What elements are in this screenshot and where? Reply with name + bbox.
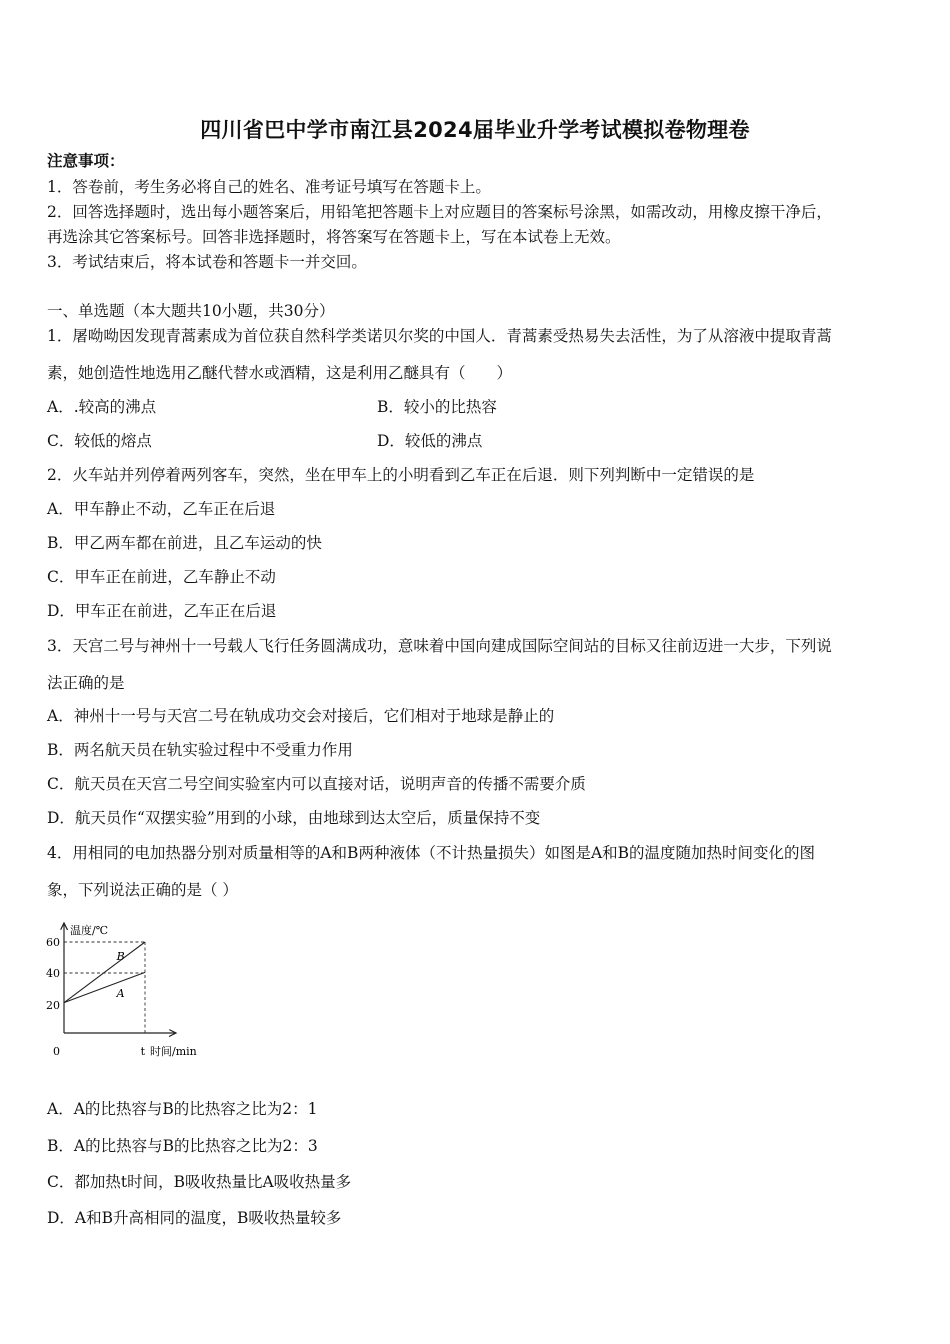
question-stem: 法正确的是: [47, 674, 125, 692]
option-d: D．航天员作“双摆实验”用到的小球，由地球到达太空后，质量保持不变: [47, 809, 541, 827]
series-label-b: B: [116, 950, 125, 964]
question-stem: 素，她创造性地选用乙醚代替水或酒精，这是利用乙醚具有（ ）: [47, 364, 513, 382]
question-stem: 4．用相同的电加热器分别对质量相等的A和B两种液体（不计热量损失）如图是A和B的温度随加热时间变化的图: [47, 844, 816, 862]
page-title: 四川省巴中学市南江县2024届毕业升学考试模拟卷物理卷: [200, 118, 750, 142]
option-b: B．A的比热容与B的比热容之比为2：3: [47, 1137, 318, 1155]
question-stem: 2．火车站并列停着两列客车，突然，坐在甲车上的小明看到乙车正在后退．则下列判断中一定错误的是: [47, 466, 755, 484]
option-a: A．甲车静止不动，乙车正在后退: [47, 500, 276, 518]
note-item: 3．考试结束后，将本试卷和答题卡一并交回。: [47, 253, 367, 271]
option-b: B．甲乙两车都在前进，且乙车运动的快: [47, 534, 322, 552]
y-axis-label: 温度/℃: [70, 924, 109, 937]
notes-heading: 注意事项：: [47, 151, 125, 170]
series-label-a: A: [116, 986, 125, 1000]
series-line-b: [64, 942, 145, 1003]
origin-label: 0: [53, 1045, 60, 1058]
option-c: C．较低的熔点: [47, 432, 152, 450]
y-tick-40: 40: [46, 967, 60, 980]
option-a: A．.较高的沸点: [47, 398, 157, 416]
option-d: D．A和B升高相同的温度，B吸收热量较多: [47, 1209, 342, 1227]
note-item: 1．答卷前，考生务必将自己的姓名、准考证号填写在答题卡上。: [47, 178, 491, 196]
temperature-time-graph: [40, 915, 230, 1065]
question-stem: 象，下列说法正确的是（ ）: [47, 881, 238, 899]
question-stem: 1．屠呦呦因发现青蒿素成为首位获自然科学类诺贝尔奖的中国人．青蒿素受热易失去活性，为了从溶液中提取青蒿: [47, 327, 832, 345]
option-b: B．较小的比热容: [377, 398, 497, 416]
note-item: 2．回答选择题时，选出每小题答案后，用铅笔把答题卡上对应题目的答案标号涂黑，如需改动，用橡皮擦干净后，: [47, 203, 832, 221]
note-item: 再选涂其它答案标号。回答非选择题时，将答案写在答题卡上，写在本试卷上无效。: [47, 228, 621, 246]
option-c: C．甲车正在前进，乙车静止不动: [47, 568, 276, 586]
option-d: D．较低的沸点: [377, 432, 483, 450]
section-heading: 一、单选题（本大题共10小题，共30分）: [47, 302, 335, 320]
x-axis-label: 时间/min: [150, 1045, 197, 1058]
option-b: B．两名航天员在轨实验过程中不受重力作用: [47, 741, 353, 759]
series-line-a: [64, 972, 145, 1002]
option-c: C．航天员在天宫二号空间实验室内可以直接对话，说明声音的传播不需要介质: [47, 775, 586, 793]
x-tick-t: t: [140, 1045, 145, 1058]
option-a: A．A的比热容与B的比热容之比为2：1: [47, 1100, 318, 1118]
option-a: A．神州十一号与天宫二号在轨成功交会对接后，它们相对于地球是静止的: [47, 707, 555, 725]
question-stem: 3．天宫二号与神州十一号载人飞行任务圆满成功，意味着中国向建成国际空间站的目标又往前迈进一大步，下列说: [47, 637, 832, 655]
y-tick-60: 60: [46, 936, 60, 949]
y-tick-20: 20: [46, 999, 60, 1012]
option-d: D．甲车正在前进，乙车正在后退: [47, 602, 277, 620]
option-c: C．都加热t时间，B吸收热量比A吸收热量多: [47, 1173, 352, 1191]
